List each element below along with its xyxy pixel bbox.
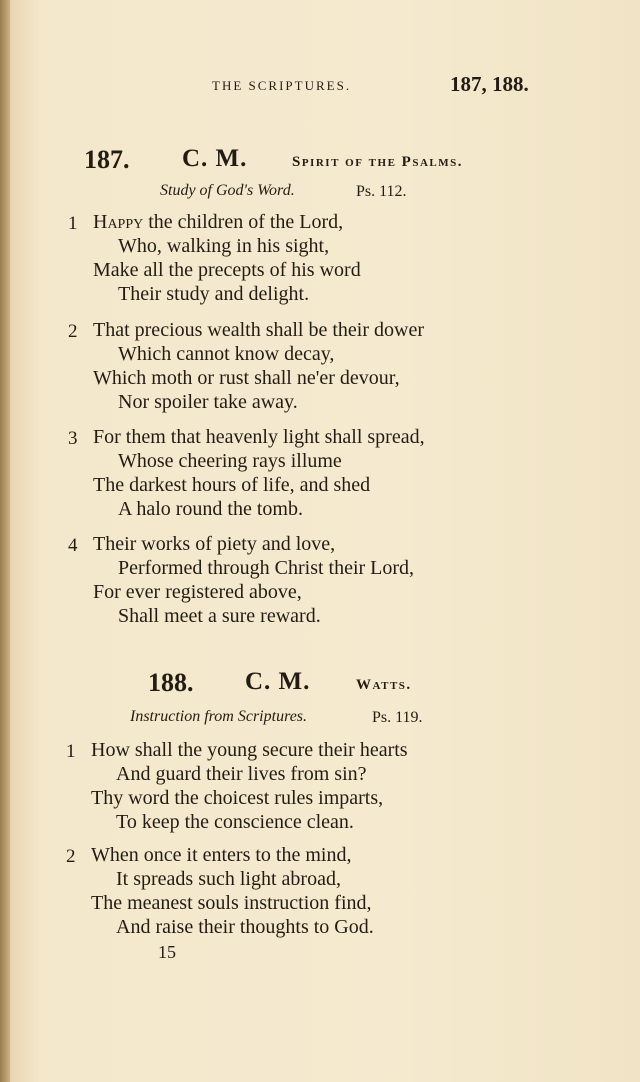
running-title: THE SCRIPTURES. <box>212 78 352 93</box>
stanza-line: The darkest hours of life, and shed <box>93 474 371 496</box>
stanza-line: How shall the young secure their hearts <box>91 739 408 761</box>
stanza-line: Shall meet a sure reward. <box>118 605 321 627</box>
stanza-line: Their study and delight. <box>118 283 310 305</box>
stanza-line: The meanest souls instruction find, <box>91 892 372 914</box>
stanza-line: Thy word the choicest rules imparts, <box>91 787 384 809</box>
hymn-author: Spirit of the Psalms. <box>292 154 463 170</box>
stanza-line: Make all the precepts of his word <box>93 259 361 281</box>
stanza-line: Performed through Christ their Lord, <box>118 557 415 579</box>
stanza-number: 2 <box>66 846 76 867</box>
stanza-line: For ever registered above, <box>93 581 302 603</box>
hymn-meter: C. M. <box>245 668 311 695</box>
hymn-subject: Study of God's Word. <box>160 182 295 199</box>
stanza-line: Which cannot know decay, <box>118 343 335 365</box>
hymn-psalm-reference: Ps. 119. <box>372 709 423 726</box>
page-spine-edge <box>0 0 10 1082</box>
stanza-line: Their works of piety and love, <box>93 533 336 555</box>
stanza-line: To keep the conscience clean. <box>116 811 354 833</box>
stanza-line: Who, walking in his sight, <box>118 235 330 257</box>
stanza-line: For them that heavenly light shall spread, <box>93 426 425 448</box>
stanza-line: Whose cheering rays illume <box>118 450 342 472</box>
hymn-psalm-reference: Ps. 112. <box>356 183 407 200</box>
stanza-line: That precious wealth shall be their dower <box>93 319 424 341</box>
hymn-meter: C. M. <box>182 145 248 172</box>
stanza-line: Happy the children of the Lord, <box>93 211 344 233</box>
hymn-author: Watts. <box>356 677 412 693</box>
stanza-line: And raise their thoughts to God. <box>116 916 374 938</box>
hymn-range: 187, 188. <box>450 72 529 96</box>
hymn-subject: Instruction from Scriptures. <box>130 708 308 725</box>
hymn-number: 187. <box>84 145 130 174</box>
stanza-line: And guard their lives from sin? <box>116 763 367 785</box>
stanza-line: Which moth or rust shall ne'er devour, <box>93 367 400 389</box>
hymn-number: 188. <box>148 668 194 697</box>
stanza-number: 2 <box>68 321 78 342</box>
stanza-number: 1 <box>66 741 76 762</box>
stanza-line: A halo round the tomb. <box>118 498 303 520</box>
signature-mark: 15 <box>158 942 176 962</box>
stanza-line: It spreads such light abroad, <box>116 868 341 890</box>
stanza-number: 4 <box>68 535 78 556</box>
stanza-number: 3 <box>68 428 78 449</box>
stanza-line: When once it enters to the mind, <box>91 844 352 866</box>
stanza-line: Nor spoiler take away. <box>118 391 298 413</box>
stanza-number: 1 <box>68 213 78 234</box>
